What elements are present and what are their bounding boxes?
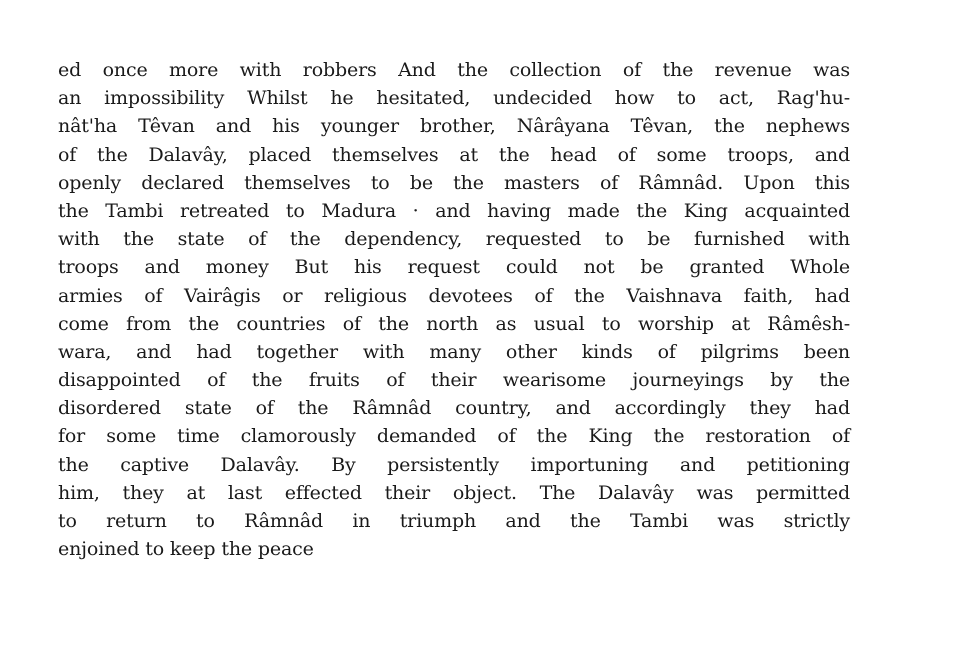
text-line: openly declared themselves to be the masters of Râmnâd. Upon this [58,171,850,194]
text-line: ed once more with robbers And the collection of the revenue was [58,59,850,81]
text-line: an impossibility Whilst he hesitated, undecided how to act, Rag'hu- [58,87,850,110]
text-line: disordered state of the Râmnâd country, and accordingly they had [58,397,850,420]
text-line: him, they at last effected their object. The Dalavây was permitted [58,481,850,504]
text-line-last: enjoined to keep the peace [58,538,314,561]
text-line: to return to Râmnâd in triumph and the Tambi was strictly [58,510,850,532]
text-line: nât'ha Têvan and his younger brother, Nârâyana Têvan, the nephews [58,115,850,138]
text-line: the Tambi retreated to Madura · and having made the King acquainted [58,199,850,222]
text-line: disappointed of the fruits of their wearisome journeyings by the [58,369,850,392]
text-line: troops and money But his request could not be granted Whole [58,256,850,279]
body-paragraph [58,56,850,563]
text-line: with the state of the dependency, requested to be furnished with [58,228,850,251]
text-line: wara, and had together with many other kinds of pilgrims been [58,340,850,363]
text-line: come from the countries of the north as usual to worship at Râmêsh- [58,312,850,335]
text-line: for some time clamorously demanded of the King the restoration of [58,425,850,448]
text-line: of the Dalavây, placed themselves at the head of some troops, and [58,143,850,166]
text-line: armies of Vairâgis or religious devotees of the Vaishnava faith, had [58,284,850,307]
text-line: the captive Dalavây. By persistently importuning and petitioning [58,453,850,476]
